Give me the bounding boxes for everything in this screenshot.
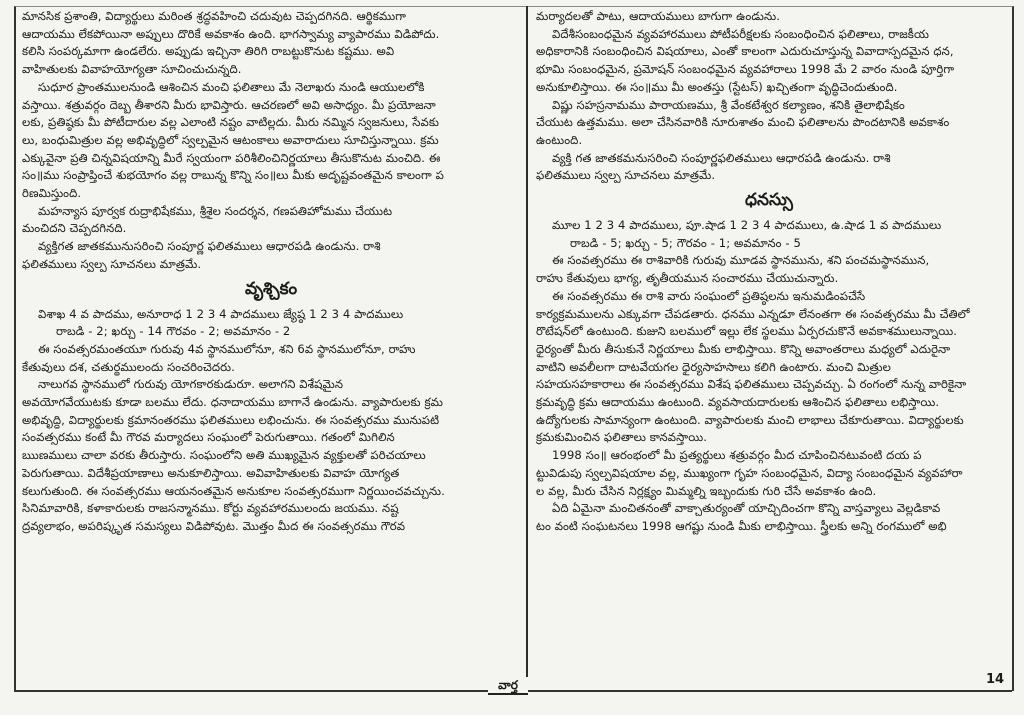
- text-line: సహయసహకారాలు ఈ సంవత్సరము విశేష ఫలితములు చెప్పవచ్చు. ఏ రంగంలో నున్న వారికైనా: [536, 377, 967, 392]
- left-paragraph-disclaimer: [22, 238, 520, 273]
- text-line: సుధూర ప్రాంతములనుండి ఆశించిన మంచి ఫలితాలు మే నెలాఖరు నుండి ఆయులలోకి: [38, 79, 425, 94]
- left-column: [22, 8, 520, 688]
- text-line: విదేశీసంబంధమైన వ్యవహారములు పోటీపరీక్షలకు సంబంధించిన ఫలితాలు, రాజకీయ: [552, 26, 929, 41]
- text-line: లకు, ప్రతిష్ఠకు మీ పోటీదారుల వల్ల ఎలాంటి నష్టం వాటిల్లదు. మీరు నమ్మిన స్వజనులు, సేవకు: [22, 115, 439, 130]
- text-line: ద్రవ్యలాభం, అపరిష్కృత సమస్యలు విడిపోవుట. మొత్తం మీద ఈ సంవత్సరము గౌరవ: [22, 518, 406, 533]
- text-line: టం వంటి సంఘటనలు 1998 ఆగష్టు నుండి మీకు లాభిస్తాయి. స్త్రీలకు అన్ని రంగములో అభి: [536, 518, 947, 533]
- text-line: ఏది ఏమైనా మంచితనంతో వాక్చాతుర్యంతో యాచ్చిదించగా కొన్ని వాస్తవ్యాలు వెల్లడికావ: [552, 501, 941, 516]
- text-line: నాలుగవ స్థానములో గురువు యోగకారకుడురూ. అలాగని విశేషమైన: [38, 377, 344, 392]
- text-line: భూమి సంబంధమైన, ప్రమోషన్ సంబంధమైన వ్యవహారాలు 1998 మే 2 వారం నుండి పూర్తిగా: [536, 62, 955, 77]
- text-line: వ్యక్తిగత జాతకమునుసరించి సంపూర్ణ ఫలితములు ఆధారపడి ఉండును. రాశి: [38, 239, 381, 254]
- text-line: మహన్యాస పూర్వక రుద్రాభిషేకము, శ్రీశైల సందర్శన, గణపతిహోమము చేయుట: [38, 203, 393, 218]
- left-paragraph-remedies: [22, 203, 520, 238]
- text-line: వ్యక్తి గత జాతకమనుసరించి సంపూర్ణఫలితములు ఆధారపడి ఉండును. రాశి: [552, 150, 891, 165]
- sign-heading-dhanassu: ధనస్సు: [745, 190, 793, 211]
- text-line: ఉద్యోగులకు సామాన్యంగా ఉంటుంది. వ్యాపారులకు మంచి లాభాలు చేకూరుతాయి. విద్యార్థులకు: [536, 412, 964, 427]
- left-paragraph-predictions: [22, 376, 520, 535]
- right-paragraph-disclaimer: [536, 150, 1002, 185]
- right-column: [536, 8, 1005, 688]
- text-line: ఉంటుంది.: [536, 132, 583, 147]
- text-line: కేతువులు దశ, చతుర్థములందు సంచరించెదరు.: [22, 359, 235, 374]
- text-line: విష్ణు సహస్రనామము పారాయణము, శ్రీ వేంకటేశ్వర కల్యాణం, శనికి తైలాభిషేకం: [552, 97, 905, 112]
- right-paragraph-continued: [536, 8, 1002, 26]
- text-line: రాహు కేతువులు భాగ్య, తృతీయమున సంచారము చేయుచున్నారు.: [536, 271, 839, 286]
- text-line: కలిసి సంపర్కమాగా ఉండలేరు. అప్పుడు ఇచ్చినా తిరిగి రాబట్టుకొనుట కష్టము. అవి: [22, 44, 395, 59]
- text-line: ధైర్యంతో మీరు తీసుకునే నిర్ణయాలు మీకు లాభిస్తాయి. కొన్ని అవాంతరాలు మధ్యలో ఎదురైనా: [536, 341, 951, 356]
- right-paragraph-foreign: [536, 26, 1002, 97]
- text-line: మానసిక ప్రశాంతి, విద్యార్థులు మరింత శ్రద్ధవహించి చదువుట చెప్పదగినది. ఆర్థికముగా: [22, 9, 407, 23]
- text-line: చేయుట ఉత్తమము. అలా చేసినవారికి నూరుశాతం మంచి ఫలితాలను పొందటానికి అవకాశం: [536, 115, 950, 130]
- right-paragraph-remedies: [536, 97, 1002, 150]
- text-line: ఆదాయము లేకపోయినా అప్పులు దొరికే అవకాశం ఉంది. భాగస్వామ్య వ్యాపారము విడిపోదు.: [22, 26, 440, 41]
- column-divider: [526, 6, 528, 690]
- right-paragraph-predictions: [536, 288, 1002, 447]
- text-line: అవయోగవేయుటకు కూడా బలము లేదు. ధనాదాయము బాగానే ఉండును. వ్యాపారులకు క్రమ: [22, 395, 443, 410]
- text-line: కార్యక్రమములను ఎక్కువగా చేపడతారు. ధనము ఎన్నడూ లేనంతగా ఈ సంవత్సరము మీ చేతిలో: [536, 306, 970, 321]
- text-line: మర్యాదలతో పాటు, ఆదాయములు బాగుగా ఉండును.: [536, 9, 781, 23]
- page-number: 14: [986, 672, 1005, 687]
- text-line: ఈ సంవత్సరమంతయూ గురువు 4వ స్థానములోనూ, శని 6వ స్థానములోనూ, రాహు: [38, 341, 416, 356]
- text-line: ఋణములు చాలా వరకు తీరుస్తారు. సంఘంలోని అతి ముఖ్యమైన వ్యక్తులతో పరిచయాలు: [22, 448, 426, 463]
- text-line: కలుగుతుంది. ఈ సంవత్సరము ఆయనంతమైన అనుకూల సంవత్సరముగా నిర్ణయించవచ్చును.: [22, 483, 445, 498]
- right-paragraph-transits: [536, 252, 1002, 287]
- text-line: రిణమిస్తుంది.: [22, 186, 82, 201]
- text-line: క్రమకుమించిన ఫలితాలు కానవస్తాయి.: [536, 430, 707, 445]
- text-line: లు, బంధుమిత్రుల వల్ల అభివృద్ధిలో స్వల్పమైన ఆటంకాలు అవారాదులు సూచిస్తున్నాయి. క్రమ: [22, 132, 439, 147]
- text-line: అధికారానికి సంబంధించిన విషయాలు, ఎంతో కాలంగా ఎదురుచూస్తున్న వివాదాస్పదమైన ధన,: [536, 44, 954, 59]
- text-line: ట్టువిడుపు స్వల్పవిషయాల వల్ల, ముఖ్యంగా గృహ సంబంధమైన, విద్యా సంబంధమైన వ్యవహారా: [536, 465, 963, 480]
- publication-logo: వార్త: [488, 677, 528, 695]
- text-line: అభివృద్ధి, విద్యార్థులకు క్రమానంతరము ఫలితములు లభించును. ఈ సంవత్సరము మునుపటి: [22, 412, 440, 427]
- text-line: ఫలితములు స్వల్ప సూచనలు మాత్రమే.: [536, 168, 716, 183]
- text-line: ఫలితములు స్వల్ప సూచనలు మాత్రమే.: [22, 256, 202, 271]
- text-line: క్రమవృద్ధి క్రమ ఆదాయము ఉంటుంది. వ్యవసాయదారులకు ఆశించిన ఫలితాలు లభిస్తాయి.: [536, 395, 940, 410]
- text-line: పెరుగుతాయి. విదేశీప్రయాణాలు అనుకూలిస్తాయి. అవివాహితులకు వివాహ యోగ్యత: [22, 465, 400, 480]
- text-line: సం॥ము సంప్రాప్తించే శుభయోగం వల్ల రాబున్న కొన్ని సం॥లు మీకు అదృష్టవంతమైన కాలంగా ప: [22, 168, 444, 183]
- right-paragraph-august: [536, 500, 1002, 535]
- padamulu-line: విశాఖ 4 వ పాదము, అనూరాధ 1 2 3 4 పాదములు జ్యేష్ఠ 1 2 3 4 పాదములు: [38, 306, 404, 321]
- scores-line: రాబడి - 2; ఖర్చు - 14 గౌరవం - 2; అవమానం - 2: [56, 324, 291, 339]
- text-line: వస్తాయి. శత్రువర్గం దెబ్బ తీశారని మీరు భావిస్తారు. ఆచరణలో అవి అసాధ్యం. మీ ప్రయోజనా: [22, 97, 436, 112]
- text-line: సినిమావారికి, కళాకారులకు రాజసన్మానము. కోర్టు వ్యవహారములందు జయము. నష్ట: [22, 501, 399, 516]
- text-line: మంచిదని చెప్పదగినది.: [22, 221, 127, 236]
- text-line: అనుకూలిస్తాయి. ఈ సం॥ము మీ అంతస్తు (స్టేటస్) ఖచ్చితంగా వృద్ధిచెందుతుంది.: [536, 79, 898, 94]
- right-paragraph-1998: [536, 447, 1002, 500]
- text-line: ఈ సంవత్సరము ఈ రాశి వారు సంఘంలో ప్రతిష్ఠలను ఇనుమడింపచేసే: [552, 288, 866, 303]
- text-line: రొటేషన్‌లో ఉంటుంది. కుజుని బలములో ఇల్లు లేక స్థలము ఏర్పరచుకొనే అవకాశములున్నాయి.: [536, 324, 958, 339]
- left-paragraph-transits: [22, 341, 520, 376]
- sign-heading-vrischikam: వృశ్చికం: [244, 278, 298, 299]
- text-line: సంవత్సరము కంటే మీ గౌరవ మర్యాదలు సంఘంలో పెరుగుతాయి. గతంలో మిగిలిన: [22, 430, 395, 445]
- left-paragraph-results: [22, 79, 520, 203]
- text-line: ల వల్ల, మీరు చేసిన నిర్లక్ష్యం మిమ్మల్ని ఇబ్బందుకు గురి చేసే అవకాశం ఉంది.: [536, 483, 877, 498]
- scores-line: రాబడి - 5; ఖర్చు - 5; గౌరవం - 1; అవమానం - 5: [570, 235, 801, 250]
- text-line: వాహితులకు వివాహయోగ్యతా సూచించుచున్నది.: [22, 62, 242, 77]
- text-line: ఈ సంవత్సరము ఈ రాశివారికి గురువు మూడవ స్థానమును, శని పంచమస్థానమున,: [552, 253, 930, 268]
- padamulu-line: మూల 1 2 3 4 పాదములు, పూ.షాడ 1 2 3 4 పాదములు, ఉ.షాడ 1 వ పాదములు: [552, 218, 942, 233]
- text-line: 1998 సం॥ ఆరంభంలో మీ ప్రత్యర్థులు శత్రువర్గం మీద చూపించినటువంటి దయ ప: [552, 448, 922, 463]
- left-paragraph-intro: [22, 8, 520, 79]
- text-line: ఎక్కువైనా ప్రతి చిన్నవిషయాన్ని మీరే స్వయంగా పరిశీలించినిర్ణయాలు తీసుకొనుట మంచిది. ఈ: [22, 150, 441, 165]
- text-line: వాటిని అవలీలగా దాటవేయగల ధైర్యసాహసాలు కలిగి ఉంటారు. మంచి మిత్రుల: [536, 359, 891, 374]
